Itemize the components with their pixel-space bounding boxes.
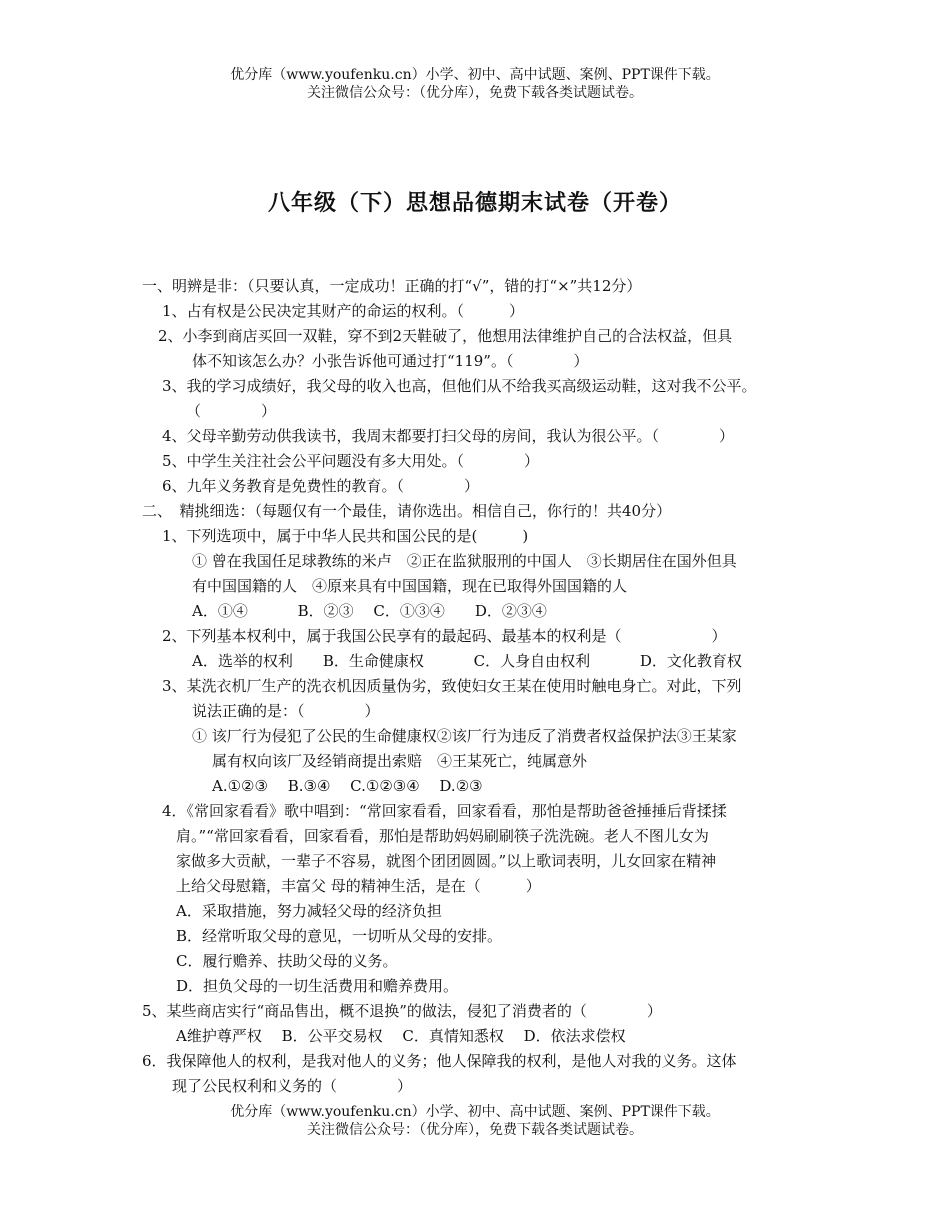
question-line: 现了公民权利和义务的（ ）	[172, 1077, 413, 1095]
question-line: 说法正确的是：（ ）	[192, 702, 380, 720]
question-line: 4．《常回家看看》歌中唱到：“常回家看看，回家看看，那怕是帮助爸爸捶捶后背揉揉	[162, 802, 727, 820]
footer-line-1: 优分库（www.youfenku.cn）小学、初中、高中试题、案例、PPT课件下载。	[230, 1104, 720, 1120]
question-line: ① 曾在我国任足球教练的米卢 ②正在监狱服刑的中国人 ③长期居住在国外但具	[192, 552, 737, 570]
question-line: ① 该厂行为侵犯了公民的生命健康权②该厂行为违反了消费者权益保护法③王某家	[192, 727, 737, 745]
answer-option-a: A．采取措施，努力减轻父母的经济负担	[176, 902, 442, 920]
answer-option-b: B．经常听取父母的意见，一切听从父母的安排。	[176, 927, 503, 945]
question-line: （ ）	[186, 402, 277, 420]
exam-title: 八年级（下）思想品德期末试卷（开卷）	[267, 190, 682, 216]
section-1-heading: 一、明辨是非：（只要认真，一定成功！正确的打“√”，错的打“×”共12分）	[142, 277, 642, 295]
page-footer	[0, 1103, 950, 1139]
question-line: 6．我保障他人的权利，是我对他人的义务；他人保障我的权利，是他人对我的义务。这体	[142, 1052, 737, 1070]
question-line: 1、下列选项中，属于中华人民共和国公民的是( )	[162, 527, 529, 545]
question-line: 3、某洗衣机厂生产的洗衣机因质量伪劣，致使妇女王某在使用时触电身亡。对此，下列	[162, 677, 742, 695]
question-line: 上给父母慰籍，丰富父 母的精神生活，是在（ ）	[176, 877, 541, 895]
question-line: 2、下列基本权利中，属于我国公民享有的最起码、最基本的权利是（ ）	[162, 627, 727, 645]
answer-options: A维护尊严权 B．公平交易权 C．真情知悉权 D．依法求偿权	[176, 1027, 626, 1045]
header-line-1: 优分库（www.youfenku.cn）小学、初中、高中试题、案例、PPT课件下载。	[230, 67, 720, 83]
answer-options: A.①②③ B.③④ C.①②③④ D.②③	[212, 777, 483, 795]
answer-options: A．选举的权利 B．生命健康权 C．人身自由权利 D．文化教育权	[192, 652, 742, 670]
answer-options: A．①④ B．②③ C．①③④ D．②③④	[192, 602, 547, 620]
answer-option-c: C．履行赡养、扶助父母的义务。	[176, 952, 398, 970]
question-line: 有中国国籍的人 ④原来具有中国国籍，现在已取得外国国籍的人	[192, 577, 628, 595]
question-line: 3、我的学习成绩好，我父母的收入也高，但他们从不给我买高级运动鞋，这对我不公平。	[162, 377, 757, 395]
header-line-2: 关注微信公众号：（优分库），免费下载各类试题试卷。	[307, 85, 643, 101]
question-line: 属有权向该厂及经销商提出索赔 ④王某死亡，纯属意外	[212, 752, 588, 770]
question-line: 5、中学生关注社会公平问题没有多大用处。（ ）	[162, 452, 540, 470]
answer-option-d: D．担负父母的一切生活费用和赡养费用。	[176, 977, 459, 995]
question-line: 肩。”“常回家看看，回家看看，那怕是帮助妈妈刷刷筷子洗洗碗。老人不图儿女为	[176, 827, 709, 845]
question-line: 5、某些商店实行“商品售出，概不退换”的做法，侵犯了消费者的（ ）	[142, 1002, 662, 1020]
footer-line-2: 关注微信公众号：（优分库），免费下载各类试题试卷。	[307, 1122, 643, 1138]
page-header	[0, 66, 950, 102]
question-line: 1、占有权是公民决定其财产的命运的权利。（ ）	[162, 302, 525, 320]
question-line: 6、九年义务教育是免费性的教育。（ ）	[162, 477, 480, 495]
question-line: 2、小李到商店买回一双鞋，穿不到2天鞋破了，他想用法律维护自己的合法权益，但具	[158, 327, 733, 345]
question-line: 体不知该怎么办？小张告诉他可通过打“119”。（ ）	[192, 352, 589, 370]
section-2-heading: 二、 精挑细选：（每题仅有一个最佳，请你选出。相信自己，你行的！共40分）	[142, 502, 672, 520]
question-line: 4、父母辛勤劳动供我读书，我周末都要打扫父母的房间，我认为很公平。（ ）	[162, 427, 735, 445]
question-line: 家做多大贡献，一辈子不容易，就图个团团圆圆。”以上歌词表明，儿女回家在精神	[176, 852, 717, 870]
